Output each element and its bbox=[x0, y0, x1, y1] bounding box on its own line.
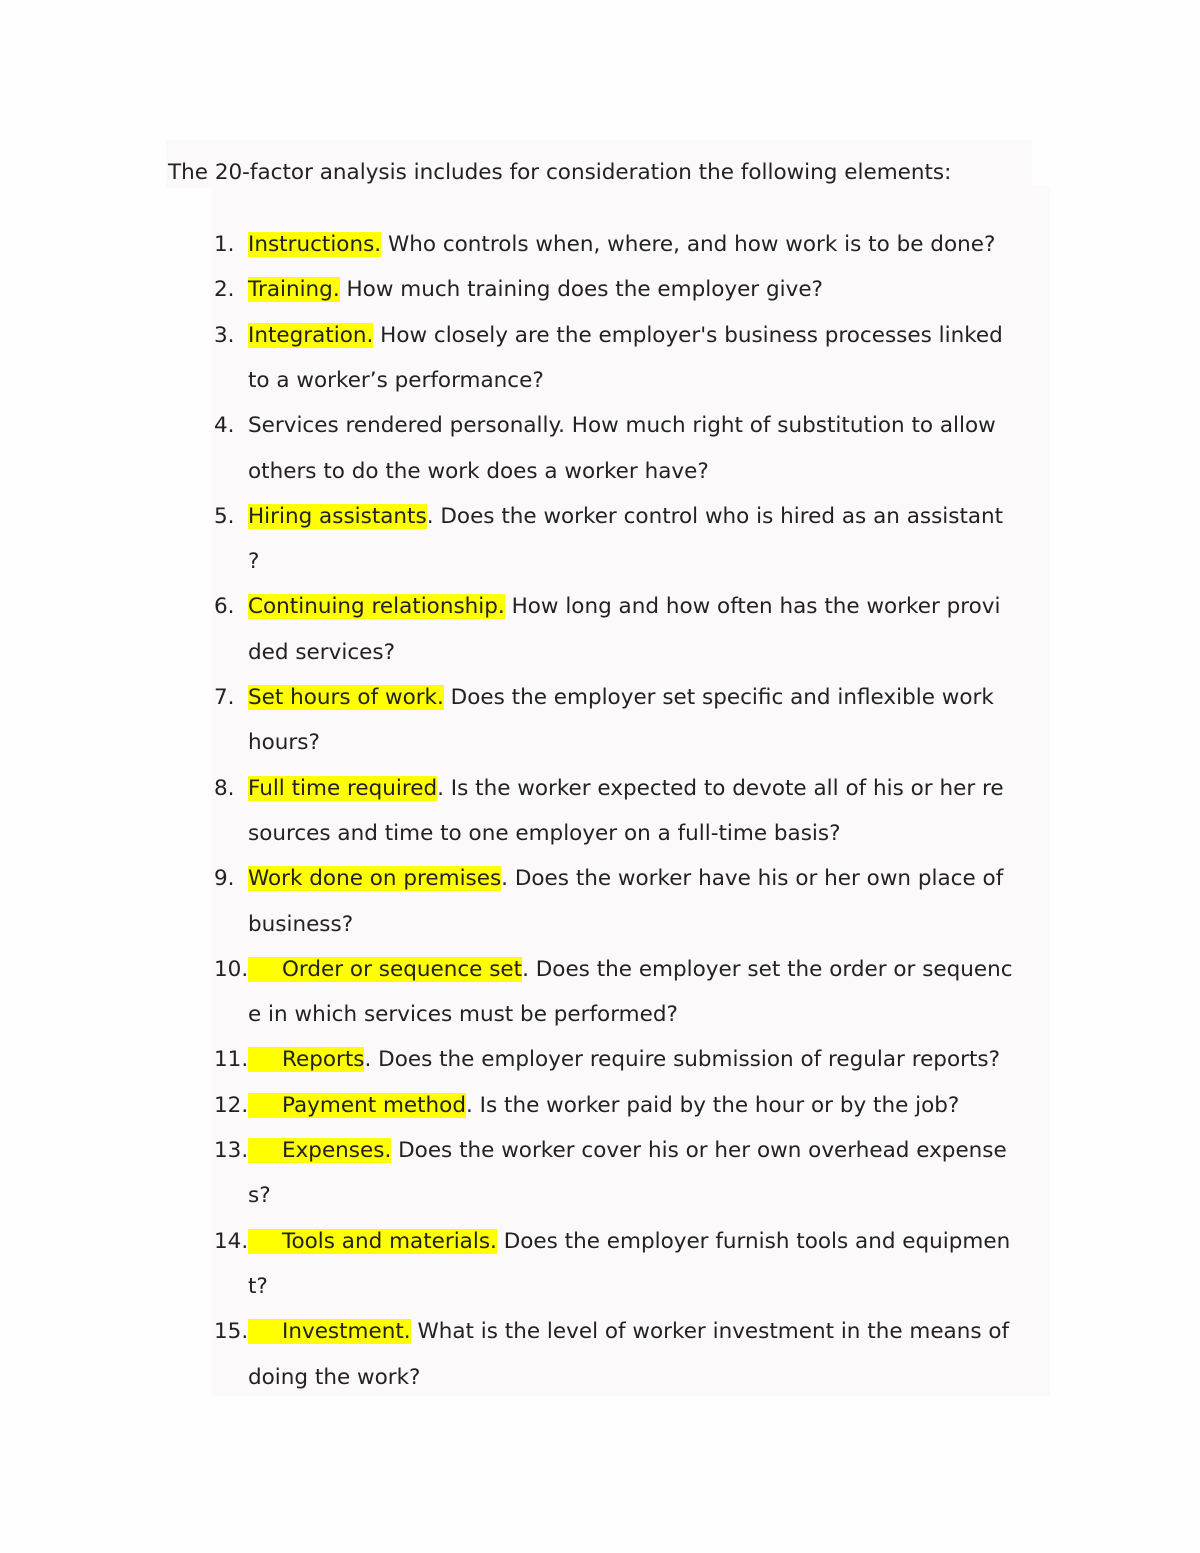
factor-question-text: s? bbox=[248, 1183, 271, 1209]
list-number: 11. bbox=[214, 1047, 249, 1073]
item-first-line bbox=[248, 504, 1003, 529]
factor-question-text: t? bbox=[248, 1273, 268, 1299]
factor-question-text: . Is the worker paid by the hour or by the job? bbox=[466, 1092, 960, 1118]
factor-question-text: hours? bbox=[248, 730, 320, 756]
factor-term-highlight: Training. bbox=[248, 277, 340, 303]
item-first-line bbox=[248, 323, 1003, 348]
factor-question-text: . Does the employer set the order or sequenc bbox=[522, 956, 1013, 982]
item-continuation-line bbox=[248, 1002, 678, 1027]
factor-term-highlight: Instructions. bbox=[248, 232, 382, 257]
list-number: 6. bbox=[214, 594, 235, 620]
item-first-line bbox=[248, 232, 995, 257]
item-first-line bbox=[248, 594, 1001, 619]
factor-term-highlight: Integration. bbox=[248, 322, 374, 348]
list-number: 4. bbox=[214, 413, 235, 439]
list-number: 12. bbox=[214, 1092, 249, 1118]
list-number: 10. bbox=[214, 956, 249, 982]
item-first-line bbox=[248, 1229, 1010, 1254]
factor-question-text: sources and time to one employer on a full-time basis? bbox=[248, 820, 841, 846]
factor-question-text: Does the employer furnish tools and equipmen bbox=[496, 1228, 1011, 1254]
item-continuation-line bbox=[248, 1365, 420, 1390]
item-first-line bbox=[248, 685, 994, 710]
item-continuation-line bbox=[248, 1183, 271, 1208]
item-first-line bbox=[248, 1319, 1009, 1344]
item-continuation-line bbox=[248, 821, 841, 846]
intro-paragraph: The 20-factor analysis includes for consideration the following elements: bbox=[168, 160, 952, 185]
item-continuation-line bbox=[248, 368, 544, 393]
factor-term-highlight: Full time required bbox=[248, 775, 438, 801]
list-number: 7. bbox=[214, 685, 235, 710]
factor-term-highlight: Set hours of work. bbox=[248, 685, 444, 710]
factor-question-text: How long and how often has the worker provi bbox=[504, 594, 1001, 620]
factor-term-highlight: Continuing relationship. bbox=[248, 594, 505, 620]
factor-term-highlight: Work done on premises bbox=[248, 866, 502, 892]
item-first-line bbox=[248, 277, 823, 302]
list-number: 2. bbox=[214, 277, 235, 303]
item-first-line bbox=[248, 413, 996, 438]
list-number: 5. bbox=[214, 503, 235, 529]
factor-question-text: Who controls when, where, and how work is to be done? bbox=[381, 232, 996, 257]
factor-question-text: ? bbox=[248, 549, 260, 575]
item-first-line bbox=[248, 866, 1003, 891]
factor-question-text: to a worker’s performance? bbox=[248, 367, 544, 393]
item-continuation-line bbox=[248, 912, 353, 937]
item-first-line bbox=[248, 1047, 1000, 1072]
factor-question-text: Does the employer set specific and inflexible work bbox=[443, 685, 994, 710]
item-continuation-line bbox=[248, 459, 709, 484]
factor-term-highlight: Order or sequence set bbox=[248, 957, 522, 982]
item-first-line bbox=[248, 776, 1004, 801]
factor-question-text: Does the worker cover his or her own overhead expense bbox=[391, 1138, 1007, 1163]
list-number: 9. bbox=[214, 866, 235, 892]
factor-question-text: What is the level of worker investment in the means of bbox=[410, 1319, 1010, 1345]
factor-question-text: . Does the worker control who is hired as an assistant bbox=[426, 503, 1004, 529]
factor-term-highlight: Hiring assistants bbox=[248, 503, 427, 529]
factor-term-highlight: Expenses. bbox=[248, 1138, 391, 1163]
factor-term-highlight: Reports bbox=[248, 1047, 364, 1072]
list-number: 14. bbox=[214, 1228, 249, 1254]
factor-term-highlight: Investment. bbox=[248, 1319, 411, 1344]
list-number: 13. bbox=[214, 1138, 249, 1163]
factor-question-text: Services rendered personally. How much right of substitution to allow bbox=[248, 413, 996, 439]
item-first-line bbox=[248, 1093, 959, 1118]
factor-term-highlight: Tools and materials. bbox=[248, 1229, 497, 1254]
factor-term-highlight: Payment method bbox=[248, 1093, 466, 1118]
item-first-line bbox=[248, 957, 1013, 982]
factor-question-text: others to do the work does a worker have? bbox=[248, 458, 709, 484]
list-number: 8. bbox=[214, 775, 235, 801]
factor-question-text: . Does the employer require submission of regular reports? bbox=[364, 1047, 1000, 1073]
factor-question-text: How closely are the employer's business processes linked bbox=[373, 322, 1003, 348]
item-continuation-line bbox=[248, 1274, 268, 1299]
list-number: 15. bbox=[214, 1319, 249, 1345]
factor-question-text: . Does the worker have his or her own place of bbox=[501, 866, 1004, 892]
factor-question-text: doing the work? bbox=[248, 1364, 421, 1390]
item-continuation-line bbox=[248, 549, 259, 574]
factor-question-text: . Is the worker expected to devote all of his or her re bbox=[437, 775, 1004, 801]
factor-question-text: e in which services must be performed? bbox=[248, 1002, 678, 1028]
list-number: 1. bbox=[214, 232, 235, 257]
item-continuation-line bbox=[248, 730, 320, 755]
item-continuation-line bbox=[248, 640, 395, 665]
list-number: 3. bbox=[214, 322, 235, 348]
factor-question-text: business? bbox=[248, 911, 354, 937]
factor-question-text: ded services? bbox=[248, 639, 395, 665]
item-first-line bbox=[248, 1138, 1007, 1163]
factor-question-text: How much training does the employer give? bbox=[339, 277, 823, 303]
